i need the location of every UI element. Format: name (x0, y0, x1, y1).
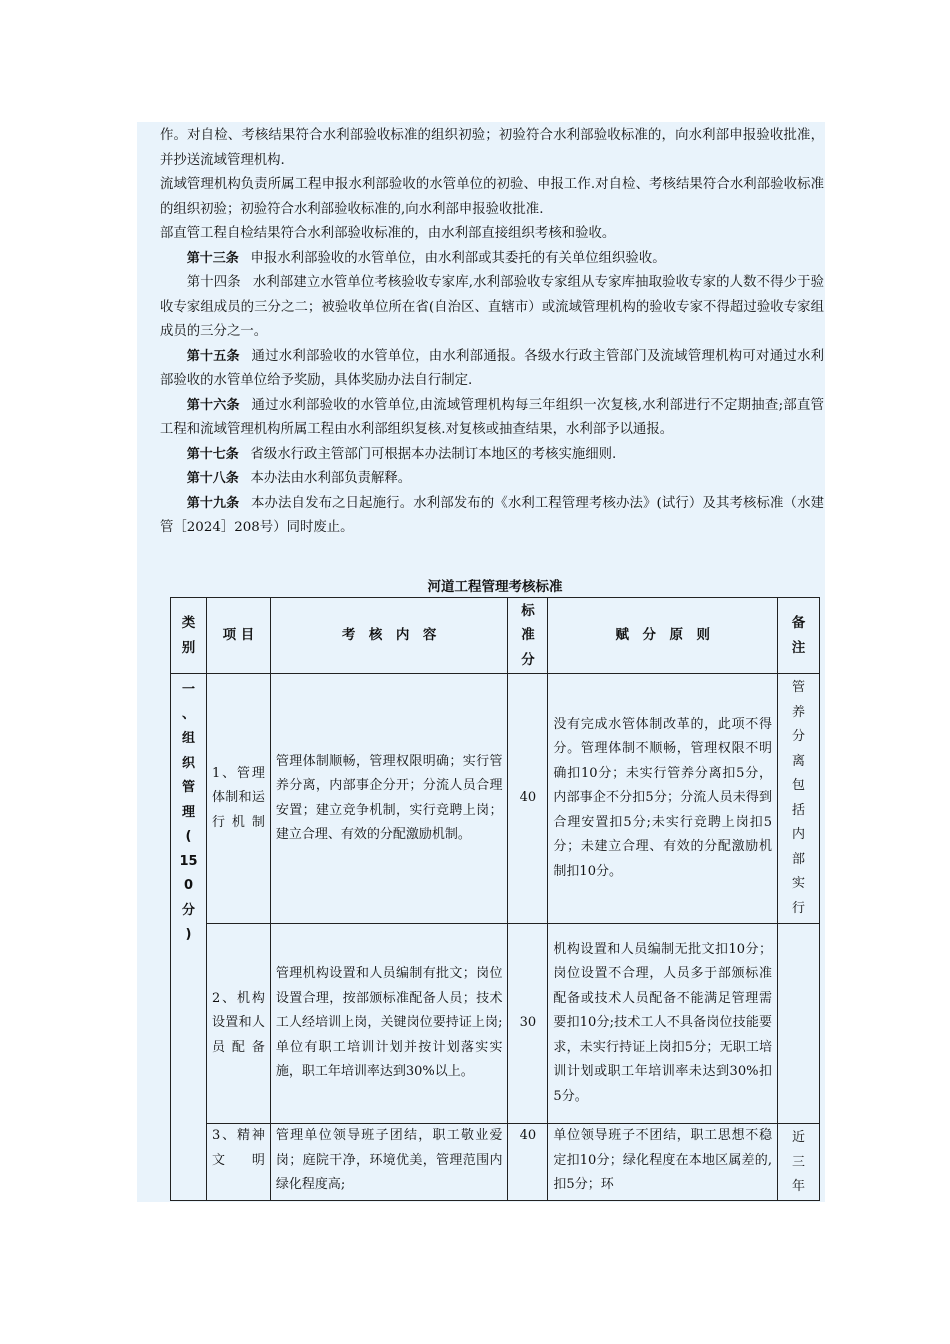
article-17 (160, 443, 824, 468)
article-19 (160, 492, 824, 541)
table-row (171, 924, 820, 1124)
article-label: 第十三条 (186, 250, 239, 266)
article-15 (160, 345, 824, 394)
header-score: 标 准 分 (508, 598, 548, 674)
item-cell: 3、精神文明 (206, 1124, 270, 1201)
content-cell: 管理体制顺畅，管理权限明确；实行管养分离，内部事企分开；分流人员合理安置；建立竞争机制，实行竞聘上岗；建立合理、有效的分配激励机制。 (270, 674, 508, 924)
paragraph-direct-projects: 部直管工程自检结果符合水利部验收标准的，由水利部直接组织考核和验收。 (160, 226, 616, 241)
article-text: 申报水利部验收的水管单位，由水利部或其委托的有关单位组织验收。 (250, 250, 666, 266)
category-cell: 一 、 组 织 管 理 ( 15 0 分 ) (171, 674, 207, 1201)
article-13 (160, 247, 824, 272)
article-text: 本办法由水利部负责解释。 (250, 471, 412, 486)
article-text: 省级水行政主管部门可根据本办法制订本地区的考核实施细则. (250, 446, 617, 462)
header-content: 考 核 内 容 (270, 598, 508, 674)
article-14 (160, 271, 824, 345)
header-rule: 赋 分 原 则 (548, 598, 778, 674)
table-title: 河道工程管理考核标准 (427, 579, 563, 595)
content-cell: 管理单位领导班子团结，职工敬业爱岗；庭院干净，环境优美，管理范围内绿化程度高; (270, 1124, 508, 1201)
assessment-table (170, 597, 820, 1201)
article-text: 水利部建立水管单位考核验收专家库,水利部验收专家组从专家库抽取验收专家的人数不得少于验收专家组成员的三分之二；被验收单位所在省(自治区、直辖市）或流域管理机构的验收专家不得超过验收专家组成员的三分之一。 (160, 275, 824, 339)
rule-cell: 没有完成水管体制改革的，此项不得分。管理体制不顺畅，管理权限不明确扣10分；未实行管养分离扣5分，内部事企不分扣5分；分流人员未得到合理安置扣5分;未实行竞聘上岗扣5分；未建立合理、有效的分配激励机制扣10分。 (548, 674, 778, 924)
item-cell: 1、管理体制和运行机制 (206, 674, 270, 924)
document-body (160, 124, 824, 541)
score-cell: 40 (508, 674, 548, 924)
article-label: 第十六条 (186, 397, 240, 413)
article-18 (160, 467, 824, 492)
remark-cell-empty (778, 924, 820, 1124)
rule-cell: 单位领导班子不团结，职工思想不稳定扣10分；绿化程度在本地区属差的,扣5分；环 (548, 1124, 778, 1201)
article-label: 第十八条 (186, 471, 239, 486)
article-text: 通过水利部验收的水管单位,由流域管理机构每三年组织一次复核,水利部进行不定期抽查;部直管工程和流域管理机构所属工程由水利部组织复核.对复核或抽查结果，水利部予以通报。 (160, 397, 824, 437)
content-cell: 管理机构设置和人员编制有批文；岗位设置合理，按部颁标准配备人员；技术工人经培训上岗，关键岗位要持证上岗;单位有职工培训计划并按计划落实实施，职工年培训率达到30%以上。 (270, 924, 508, 1124)
remark-cell: 管 养 分 离 包 括 内 部 实 行 (778, 674, 820, 924)
remark-cell: 近 三 年 (778, 1124, 820, 1201)
score-cell: 40 (508, 1124, 548, 1201)
article-label: 第十四条 (186, 275, 241, 290)
article-label: 第十九条 (186, 495, 240, 511)
table-row (171, 674, 820, 924)
article-16 (160, 394, 824, 443)
paragraph-basin-agency: 流域管理机构负责所属工程申报水利部验收的水管单位的初验、申报工作.对自检、考核结果符合水利部验收标准的组织初验；初验符合水利部验收标准的,向水利部申报验收批准. (160, 177, 824, 217)
rule-cell: 机构设置和人员编制无批文扣10分；岗位设置不合理，人员多于部颁标准配备或技术人员配备不能满足管理需要扣10分;技术工人不具备岗位技能要求，未实行持证上岗扣5分；无职工培训计划或职工年培训率未达到30%扣5分。 (548, 924, 778, 1124)
article-text: 通过水利部验收的水管单位，由水利部通报。各级水行政主管部门及流域管理机构可对通过水利部验收的水管单位给予奖励，具体奖励办法自行制定. (160, 348, 824, 388)
header-category: 类 别 (171, 598, 207, 674)
article-label: 第十七条 (186, 446, 239, 462)
article-text: 本办法自发布之日起施行。水利部发布的《水利工程管理考核办法》(试行）及其考核标准（水建管［2024］208号）同时废止。 (160, 495, 824, 535)
score-cell: 30 (508, 924, 548, 1124)
table-header-row (171, 598, 820, 674)
table-row (171, 1124, 820, 1201)
paragraph-continuation: 作。对自检、考核结果符合水利部验收标准的组织初验；初验符合水利部验收标准的，向水利部申报验收批准，并抄送流域管理机构. (160, 128, 824, 168)
header-remark: 备 注 (778, 598, 820, 674)
item-cell: 2、机构设置和人员配备 (206, 924, 270, 1124)
article-label: 第十五条 (186, 348, 240, 364)
header-item: 项 目 (206, 598, 270, 674)
